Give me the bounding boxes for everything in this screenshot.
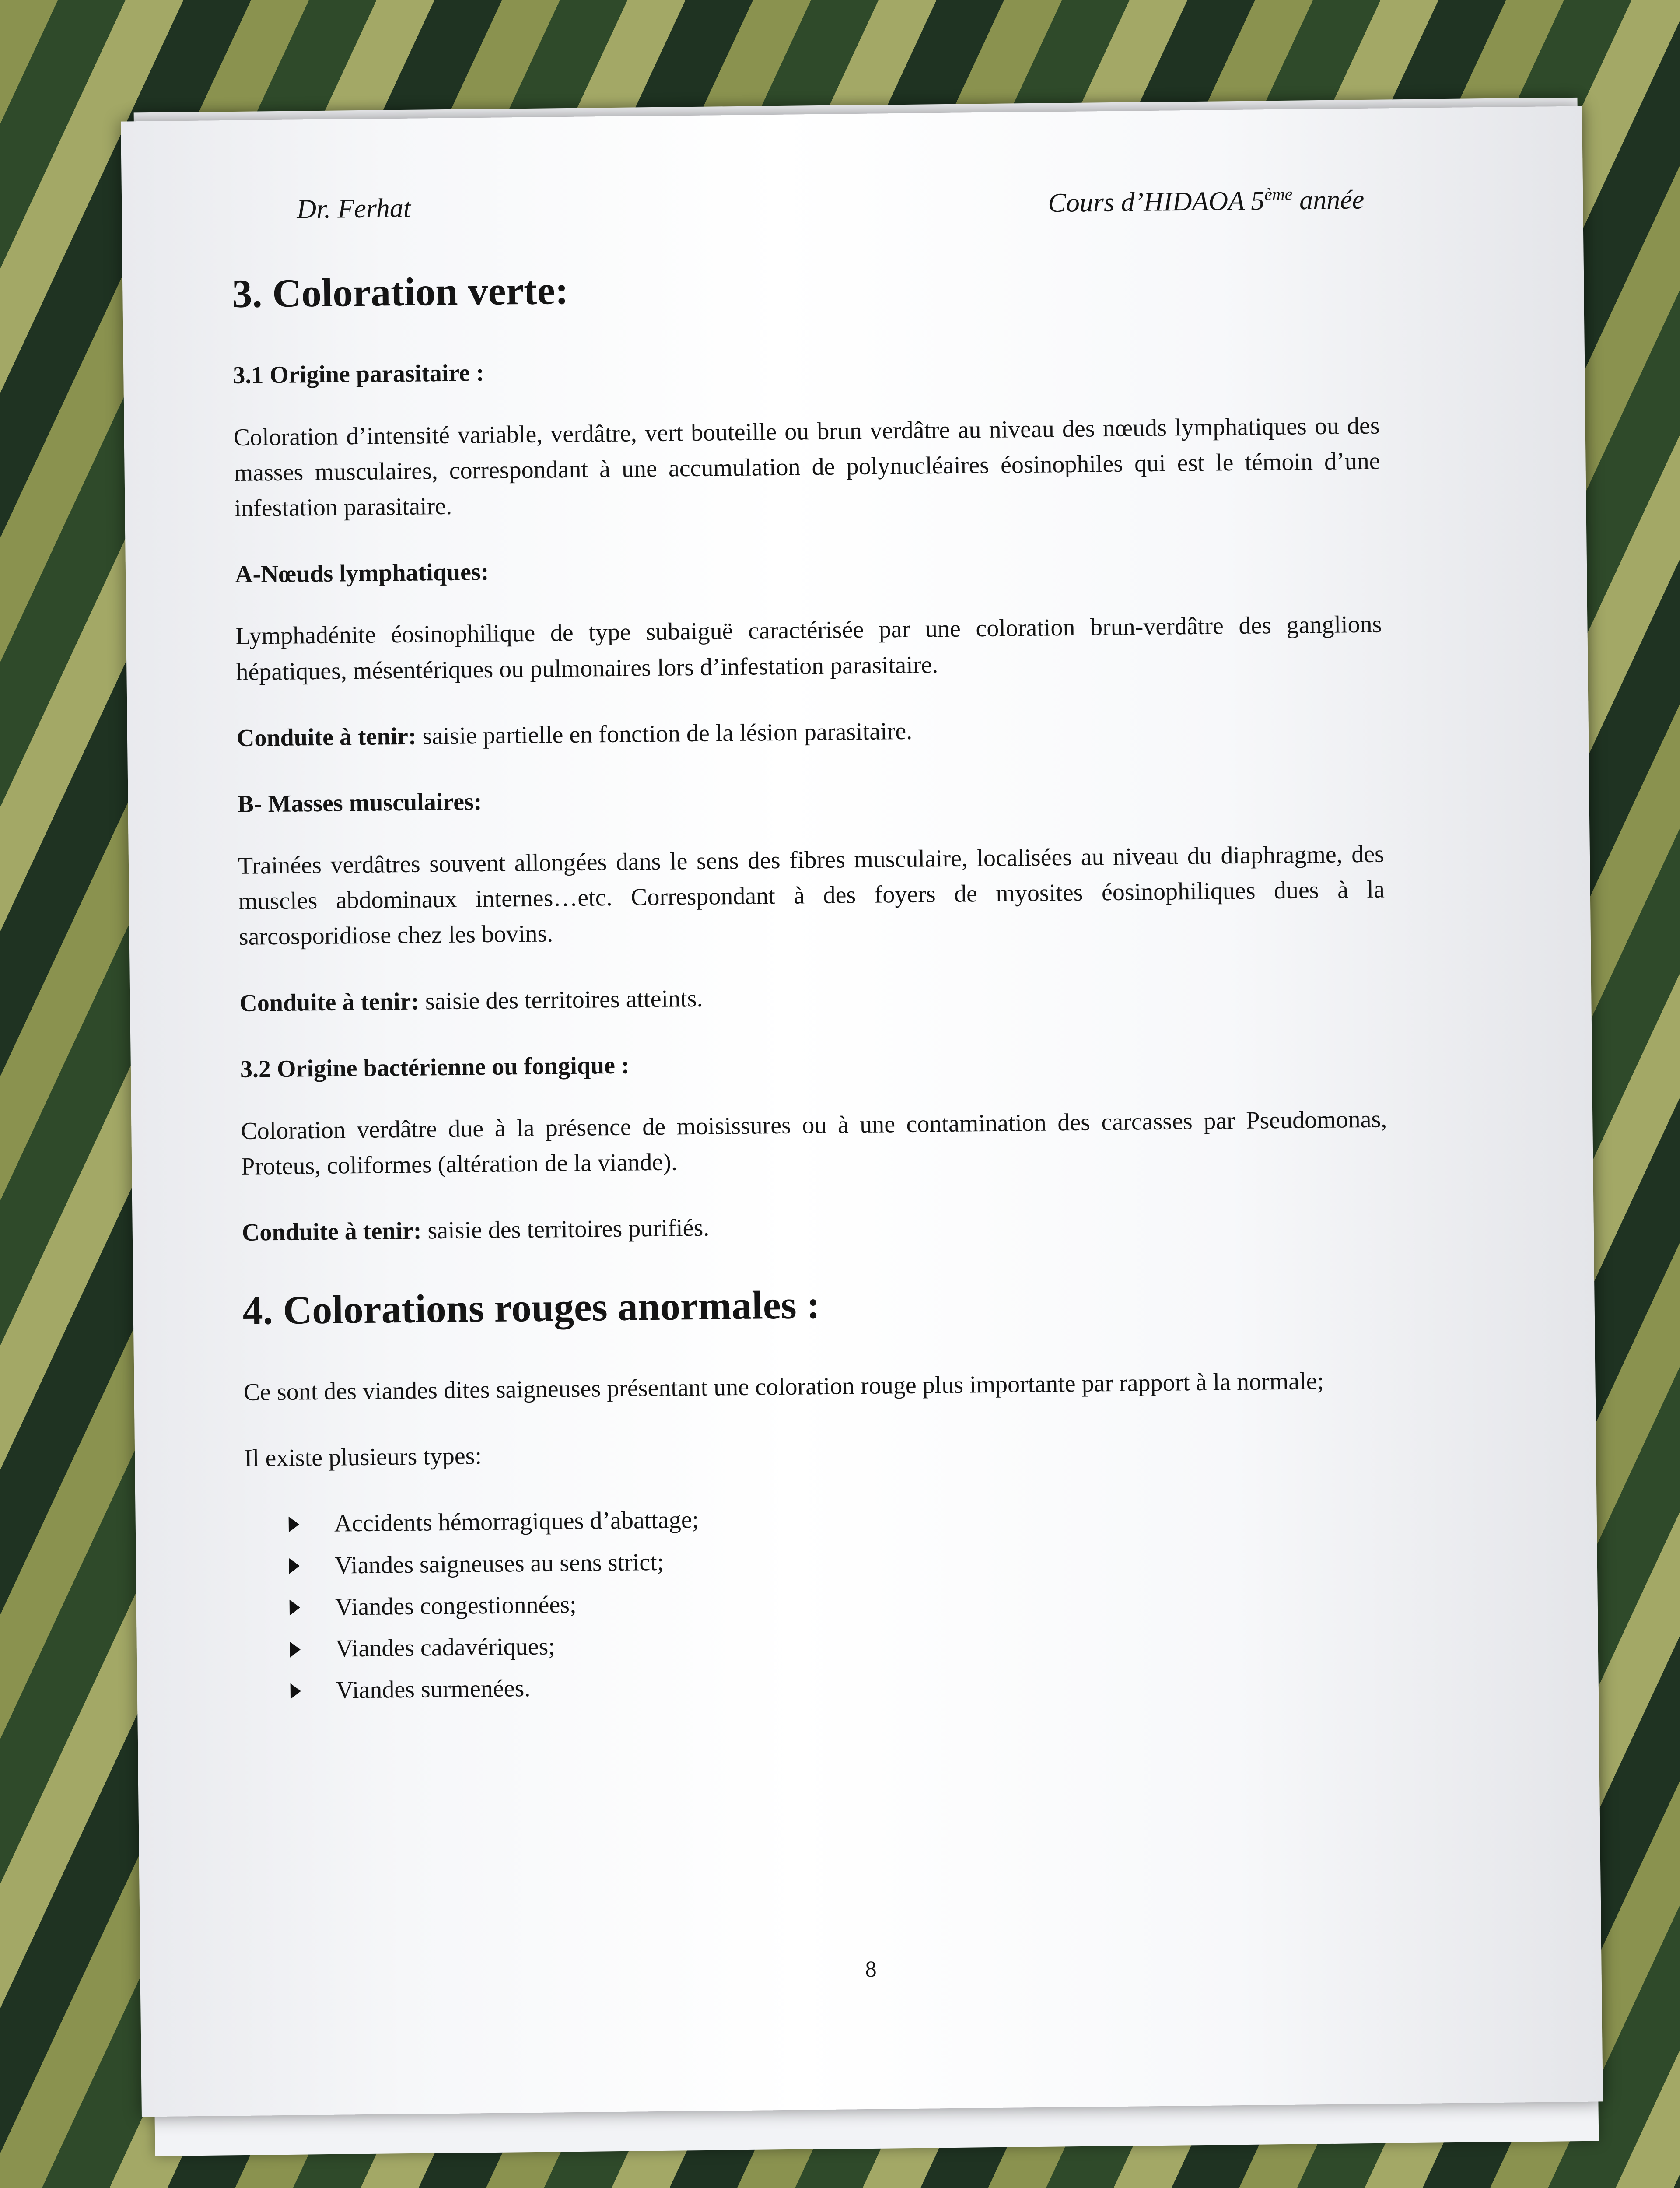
- section-4-title: 4. Colorations rouges anormales :: [242, 1282, 820, 1333]
- list-item: [290, 1620, 1393, 1667]
- header-author: Dr. Ferhat: [296, 193, 411, 224]
- page-number: 8: [865, 1957, 877, 1982]
- conduct-text: saisie des territoires atteints.: [419, 985, 703, 1015]
- list-item: [289, 1537, 1392, 1584]
- bullet-icon: [290, 1641, 301, 1657]
- section-4-intro: Ce sont des viandes dites saigneuses présentant une coloration rouge plus importante par rapport à la normale;: [243, 1367, 1324, 1406]
- conduct-text: saisie des territoires purifiés.: [421, 1214, 710, 1245]
- bullet-icon: [290, 1600, 300, 1616]
- subsection-a-title: A-Nœuds lymphatiques:: [234, 558, 489, 589]
- list-item-text: Viandes congestionnées;: [335, 1591, 577, 1621]
- header-course: [1048, 183, 1365, 219]
- section-3-1-text: Coloration d’intensité variable, verdâtre, vert bouteille ou brun verdâtre au niveau des nœuds lymphatiques ou des masses musculaires, correspondant à une accumulation de polynucléaires éosinophiles qui est le témoin d’une infestation parasitaire.: [233, 412, 1380, 522]
- section-4-types-intro: Il existe plusieurs types:: [244, 1442, 482, 1472]
- bullet-icon: [289, 1558, 300, 1574]
- list-item-text: Accidents hémorragiques d’abattage;: [334, 1506, 699, 1538]
- page-header: [297, 183, 1365, 227]
- subsection-b-conduct: [239, 974, 1386, 1021]
- conduct-text: saisie partielle en fonction de la lésion parasitaire.: [416, 717, 913, 750]
- bullet-icon: [289, 1516, 299, 1532]
- subsection-b-text: Trainées verdâtres souvent allongées dans le sens des fibres musculaire, localisées au niveau du diaphragme, des muscles abdominaux internes…etc. Correspondant à des foyers de myosites éosinophiliques dues à la sarcosporidiose chez les bovins.: [238, 840, 1385, 951]
- page-content: [232, 253, 1393, 1716]
- list-item: [288, 1495, 1391, 1543]
- header-course-sup: ème: [1264, 184, 1293, 204]
- conduct-label: Conduite à tenir:: [242, 1217, 422, 1247]
- list-item: [290, 1662, 1393, 1709]
- section-3-2-title: 3.2 Origine bactérienne ou fongique :: [240, 1052, 630, 1083]
- subsection-a-text: Lymphadénite éosinophilique de type subaiguë caractérisée par une coloration brun-verdâtre des ganglions hépatiques, mésentériques ou pulmonaires lors d’infestation parasitaire.: [235, 610, 1382, 686]
- conduct-label: Conduite à tenir:: [236, 722, 416, 752]
- list-item-text: Viandes cadavériques;: [335, 1633, 556, 1662]
- document-page: [121, 106, 1603, 2117]
- list-item: [289, 1578, 1392, 1626]
- conduct-label: Conduite à tenir:: [239, 988, 420, 1017]
- bullet-icon: [290, 1683, 301, 1699]
- section-3-2-conduct: [242, 1203, 1388, 1251]
- header-course-text: Cours d’HIDAOA 5: [1048, 186, 1265, 218]
- section-3-2-text: Coloration verdâtre due à la présence de moisissures ou à une contamination des carcasses par Pseudomonas, Proteus, coliformes (altération de la viande).: [241, 1105, 1387, 1181]
- section-3-1-title: 3.1 Origine parasitaire :: [232, 359, 485, 389]
- types-list: [245, 1495, 1393, 1709]
- header-course-suffix: année: [1292, 185, 1365, 216]
- subsection-a-conduct: [237, 708, 1383, 756]
- section-3-title: 3. Coloration verte:: [231, 267, 569, 316]
- list-item-text: Viandes surmenées.: [336, 1675, 531, 1704]
- list-item-text: Viandes saigneuses au sens strict;: [334, 1548, 664, 1579]
- subsection-b-title: B- Masses musculaires:: [237, 788, 482, 818]
